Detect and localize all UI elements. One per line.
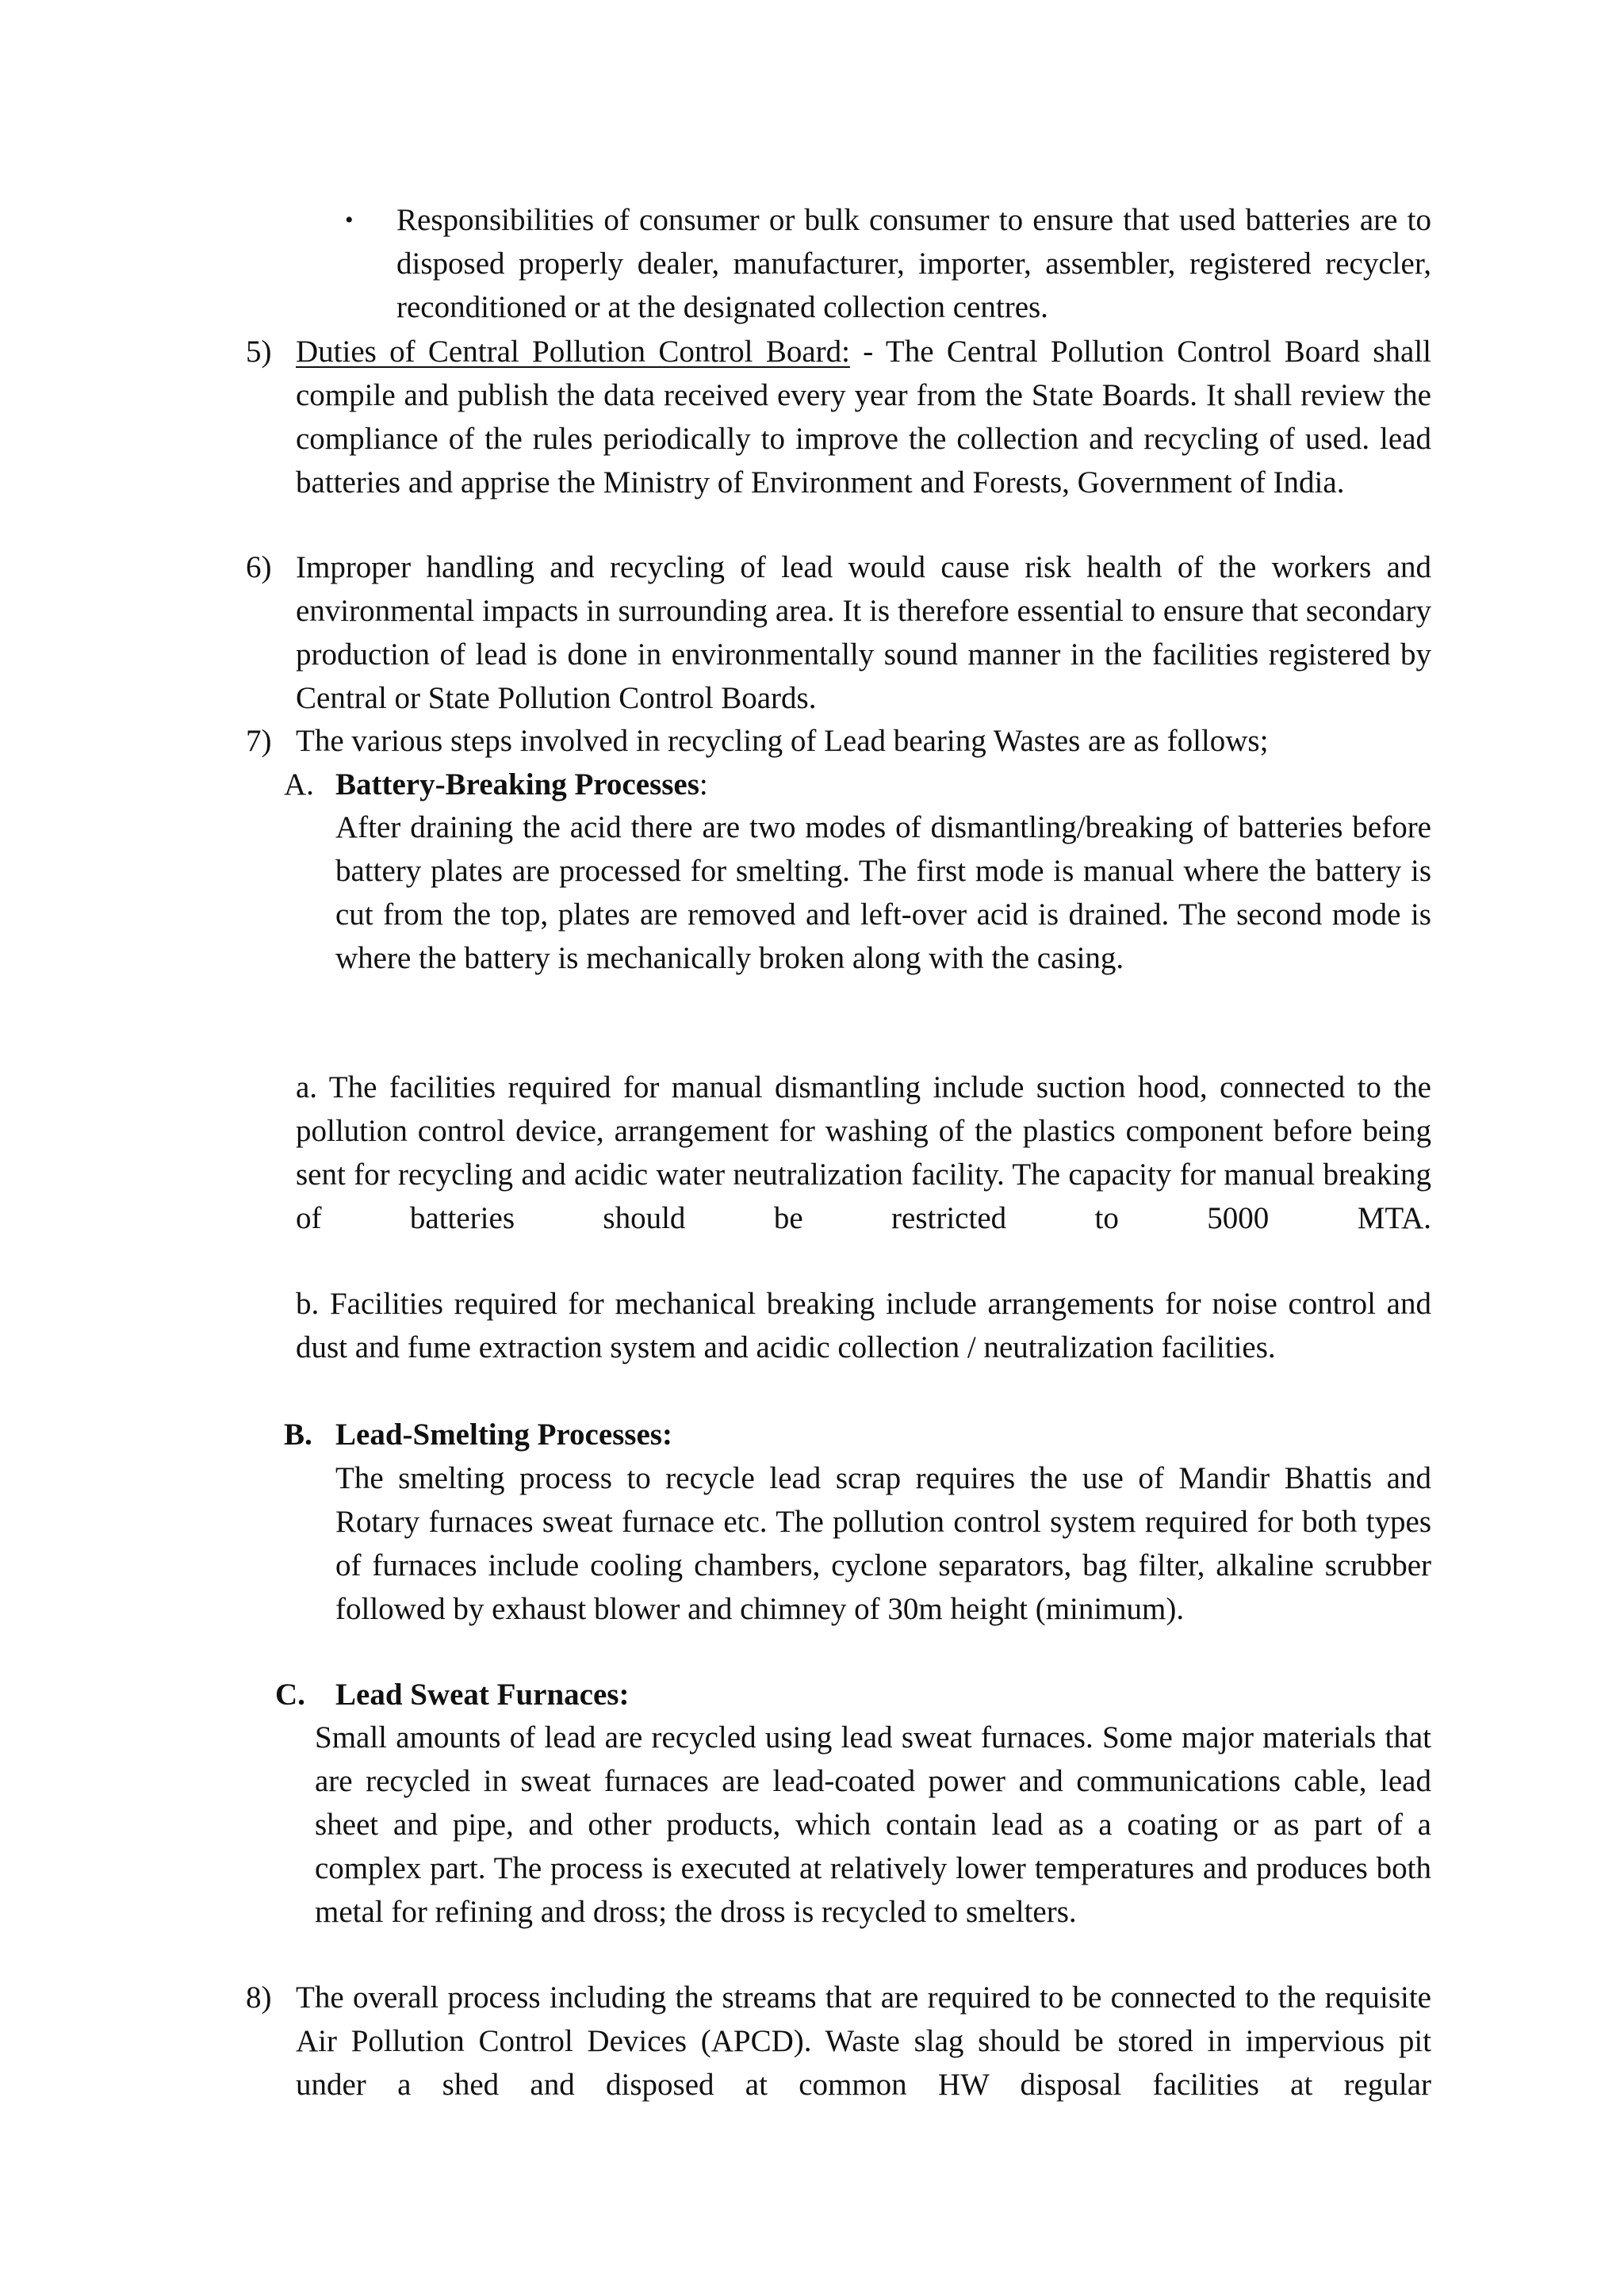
item-5-number: 5) bbox=[246, 335, 272, 369]
section-a-para-b: b. Facilities required for mechanical breaking include arrangements for noise control and dust and fume extraction system and acidic collection / neutralization facilities. bbox=[296, 1287, 1431, 1364]
bullet-marker: • bbox=[345, 207, 354, 233]
section-c-letter-text: C. bbox=[275, 1678, 305, 1712]
item-5-paragraph bbox=[296, 330, 1431, 504]
section-c-letter bbox=[275, 1673, 305, 1716]
bullet-paragraph: Responsibilities of consumer or bulk consumer to ensure that used batteries are to disposed properly dealer, manufacturer, importer, assembler, registered recycler, reconditioned or at the designated collection centres. bbox=[396, 203, 1431, 324]
item-5-heading: Duties of Central Pollution Control Board: bbox=[296, 335, 850, 369]
section-a-heading-line bbox=[335, 763, 1430, 806]
section-b-heading-line bbox=[335, 1413, 1430, 1456]
item-5-text: - The Central Pollution Control Board shall compile and publish the data received every year from the State Boards. It shall review the compliance of the rules periodically to improve the collection and recycling of used. lead batteries and apprise the Ministry of Environment and Forests, Government of India. bbox=[296, 335, 1431, 499]
section-a-para-a: a. The facilities required for manual dismantling include suction hood, connected to the pollution control device, arrangement for washing of the plastics component before being sent for recycling and acidic water neutralization facility. The capacity for manual breaking of batteries should be restricted to 5000 MTA. bbox=[296, 1070, 1431, 1235]
section-b-letter-text: B. bbox=[284, 1418, 312, 1452]
section-a-colon: : bbox=[699, 767, 708, 802]
item-6-paragraph: Improper handling and recycling of lead would cause risk health of the workers and environmental impacts in surrounding area. It is therefore essential to ensure that secondary production of lead is done in environmentally sound manner in the facilities registered by Central or State Pollution Control Boards. bbox=[296, 550, 1431, 715]
section-c-heading: Lead Sweat Furnaces: bbox=[335, 1678, 630, 1712]
section-b-text: The smelting process to recycle lead scrap requires the use of Mandir Bhattis and Rotary furnaces sweat furnace etc. The pollution control system required for both types of furnaces include cooling chambers, cyclone separators, bag filter, alkaline scrubber followed by exhaust blower and chimney of 30m height (minimum). bbox=[335, 1461, 1431, 1626]
section-c-heading-line bbox=[335, 1673, 1430, 1716]
item-8-number: 8) bbox=[246, 1980, 272, 2015]
item-7-paragraph: The various steps involved in recycling of Lead bearing Wastes are as follows; bbox=[296, 724, 1269, 758]
section-a-text: After draining the acid there are two modes of dismantling/breaking of batteries before battery plates are processed for smelting. The first mode is manual where the battery is cut from the top, plates are removed and left-over acid is drained. The second mode is where the battery is mechanically broken along with the casing. bbox=[335, 810, 1431, 975]
section-b-heading: Lead-Smelting Processes: bbox=[335, 1418, 672, 1452]
item-7-number: 7) bbox=[246, 724, 272, 758]
section-a-letter: A. bbox=[284, 767, 314, 802]
item-6-number: 6) bbox=[246, 550, 272, 584]
section-a-heading: Battery-Breaking Processes bbox=[335, 767, 699, 802]
item-8-paragraph: The overall process including the streams that are required to be connected to the requisite Air Pollution Control Devices (APCD). Waste slag should be stored in impervious pit under a shed and disposed at common HW disposal facilities at regular bbox=[296, 1980, 1431, 2102]
section-c-text: Small amounts of lead are recycled using lead sweat furnaces. Some major materials that are recycled in sweat furnaces are lead-coated power and communications cable, lead sheet and pipe, and other products, which contain lead as a coating or as part of a complex part. The process is executed at relatively lower temperatures and produces both metal for refining and dross; the dross is recycled to smelters. bbox=[315, 1720, 1431, 1929]
section-b-letter bbox=[284, 1413, 312, 1456]
